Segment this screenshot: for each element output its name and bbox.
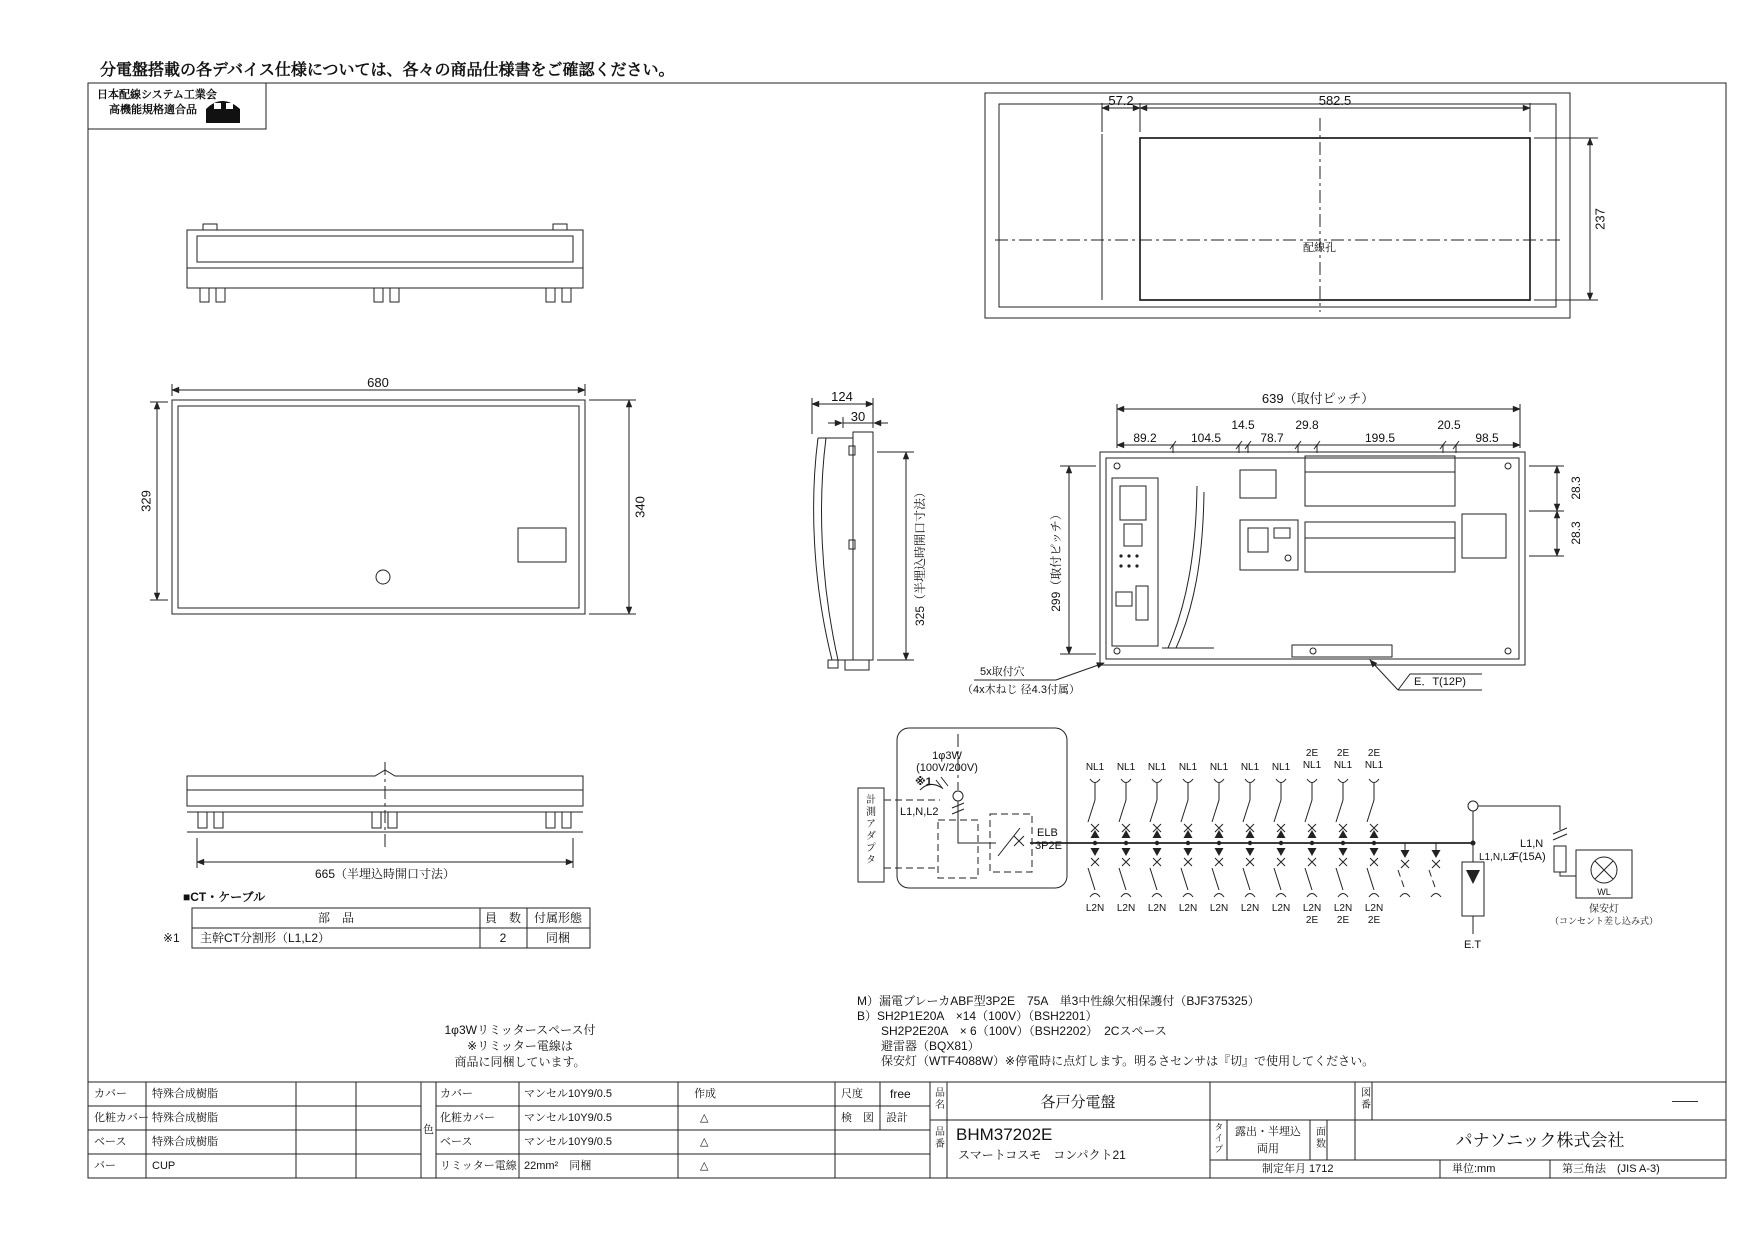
- limiter-note-2: ※リミッター電線は: [467, 1039, 573, 1053]
- mat-value-bar: CUP: [152, 1160, 176, 1172]
- ct-row-ref: ※1: [163, 931, 180, 945]
- scale-label: 尺度: [841, 1088, 863, 1100]
- branch-top-label: NL1: [1147, 762, 1167, 773]
- color-part-limiter-wire: リミッター電線: [440, 1160, 517, 1172]
- type-value-1: 露出・半埋込: [1235, 1126, 1301, 1138]
- color-part-cover: カバー: [440, 1088, 473, 1100]
- mount-hole-note2: （4x木ねじ 径4.3付属）: [962, 684, 1080, 696]
- branch-bottom-label: L2N: [1178, 903, 1198, 914]
- ct-col-part: 部 品: [317, 911, 355, 925]
- arrester-label: L1,N,L2: [1479, 852, 1515, 863]
- product-name: 各戸分電盤: [1040, 1094, 1116, 1111]
- established-date: 制定年月 1712: [1262, 1163, 1334, 1175]
- internal-dim-pitch-height: 299（取付ピッチ）: [1049, 508, 1064, 612]
- limiter-note-1: 1φ3Wリミッタースペース付: [444, 1023, 596, 1037]
- mat-part-cover: カバー: [94, 1088, 127, 1100]
- approval-mark: △: [700, 1136, 709, 1148]
- branch-bottom-label: L2N: [1271, 903, 1291, 914]
- approval-mark: △: [700, 1112, 709, 1124]
- branch-bottom-label: L2N: [1085, 903, 1105, 914]
- company-name: パナソニック株式会社: [1455, 1131, 1625, 1150]
- internal-dim-right-top: 28.3: [1569, 476, 1584, 500]
- faces-label: 面数: [1313, 1126, 1325, 1150]
- check-label: 検 図: [841, 1112, 874, 1124]
- color-header: 色: [423, 1124, 434, 1136]
- logo-line2: 高機能規格適合品: [109, 104, 197, 116]
- branch-top-label: NL1: [1116, 762, 1136, 773]
- mat-part-base: ベース: [94, 1136, 127, 1148]
- lamp-code: WL: [1597, 887, 1611, 897]
- product-number: BHM37202E: [956, 1125, 1053, 1144]
- terminal-et12p-label: E．T(12P): [1414, 676, 1466, 688]
- internal-subdim-14-5: 14.5: [1231, 418, 1255, 432]
- device-note-lamp: 保安灯（WTF4088W）※停電時に点灯します。明るさセンサは『切』で使用してください。: [857, 1054, 1375, 1068]
- earth-label: E.T: [1464, 939, 1482, 951]
- rear-dim-height: 237: [1592, 208, 1608, 230]
- front-dim-right: 340: [632, 496, 648, 518]
- rear-dim-width: 582.5: [1318, 93, 1352, 108]
- mat-value-base: 特殊合成樹脂: [152, 1136, 218, 1148]
- branch-top-2e: 2E: [1305, 748, 1319, 759]
- branch-bottom-2e: 2E: [1336, 915, 1350, 926]
- internal-subdim-89-2: 89.2: [1133, 431, 1157, 445]
- rear-dim-left: 57.2: [1108, 93, 1134, 108]
- branch-top-label: NL1: [1333, 760, 1353, 771]
- incoming-label: L1,N,L2: [900, 806, 939, 818]
- lamp-note: （コンセント差し込み式）: [1549, 916, 1659, 926]
- product-series: スマートコスモ コンパクト21: [958, 1148, 1126, 1162]
- type-value-2: 両用: [1257, 1143, 1279, 1155]
- ct-row-qty: 2: [499, 931, 507, 945]
- color-part-deco-cover: 化粧カバー: [440, 1112, 495, 1124]
- side-dim-opening: 325（半埋込時開口寸法）: [913, 485, 928, 627]
- color-value-deco-cover: マンセル10Y9/0.5: [524, 1112, 613, 1124]
- fuse-label-1: L1,N: [1520, 838, 1544, 850]
- internal-subdim-78-7: 78.7: [1260, 431, 1284, 445]
- branch-bottom-2e: 2E: [1367, 915, 1381, 926]
- branch-top-label: NL1: [1364, 760, 1384, 771]
- branch-top-label: NL1: [1271, 762, 1291, 773]
- side-dim-depth: 124: [831, 389, 853, 404]
- top-note: 分電盤搭載の各デバイス仕様については、各々の商品仕様書をご確認ください。: [100, 62, 675, 79]
- ct-row-part: 主幹CT分割形（L1,L2）: [200, 931, 331, 945]
- source-label-2: (100V/200V): [916, 762, 978, 774]
- device-note-b1: B）SH2P1E20A ×14（100V）（BSH2201）: [857, 1009, 1098, 1023]
- mat-value-cover: 特殊合成樹脂: [152, 1088, 218, 1100]
- scale-value: free: [890, 1087, 911, 1101]
- internal-subdim-29-8: 29.8: [1295, 418, 1319, 432]
- mat-value-deco-cover: 特殊合成樹脂: [152, 1112, 218, 1124]
- approval-mark: △: [700, 1160, 709, 1172]
- internal-dim-pitch-width: 639（取付ピッチ）: [1261, 391, 1375, 406]
- side-dim-door: 30: [850, 409, 866, 424]
- type-label: タイプ: [1213, 1122, 1224, 1155]
- branch-top-2e: 2E: [1336, 748, 1350, 759]
- elb-label-2: 3P2E: [1035, 840, 1062, 852]
- fuse-label-2: F(15A): [1512, 851, 1546, 863]
- color-part-base: ベース: [440, 1136, 473, 1148]
- internal-subdim-98-5: 98.5: [1475, 431, 1499, 445]
- name-label: 品名: [932, 1087, 944, 1111]
- design-label: 設計: [886, 1112, 908, 1124]
- branch-top-label: NL1: [1240, 762, 1260, 773]
- rear-hole-label: 配線孔: [1303, 242, 1336, 254]
- elb-label-1: ELB: [1037, 827, 1058, 839]
- internal-dim-right-bottom: 28.3: [1569, 521, 1584, 545]
- ct-row-form: 同梱: [545, 931, 571, 945]
- projection-method: 第三角法 (JIS A-3): [1562, 1163, 1660, 1175]
- drawing-number-value: ——: [1672, 1093, 1698, 1108]
- ct-col-qty: 員 数: [484, 911, 522, 925]
- device-note-b2: SH2P2E20A × 6（100V）（BSH2202） 2Cスペース: [857, 1024, 1167, 1038]
- internal-subdim-104-5: 104.5: [1190, 431, 1222, 445]
- front-dim-left: 329: [138, 490, 154, 512]
- branch-bottom-2e: 2E: [1305, 915, 1319, 926]
- lamp-name: 保安灯: [1589, 904, 1619, 915]
- color-value-limiter-wire: 22mm² 同梱: [524, 1160, 592, 1172]
- branch-top-label: NL1: [1178, 762, 1198, 773]
- color-value-base: マンセル10Y9/0.5: [524, 1136, 613, 1148]
- mat-part-bar: バー: [94, 1160, 116, 1172]
- device-note-m: M）漏電ブレーカABF型3P2E 75A 単3中性線欠相保護付（BJF375325）: [857, 994, 1260, 1008]
- branch-bottom-label: L2N: [1302, 903, 1322, 914]
- branch-top-label: NL1: [1302, 760, 1322, 771]
- internal-subdim-20-5: 20.5: [1437, 418, 1461, 432]
- source-label-1: 1φ3W: [932, 750, 962, 762]
- unit-label: 単位:mm: [1452, 1163, 1496, 1175]
- branch-top-label: NL1: [1209, 762, 1229, 773]
- measure-adapter-label: 計測アダプタ: [863, 794, 875, 866]
- branch-bottom-label: L2N: [1147, 903, 1167, 914]
- approval-header: 作成: [694, 1088, 716, 1100]
- color-value-cover: マンセル10Y9/0.5: [524, 1088, 613, 1100]
- branch-bottom-label: L2N: [1333, 903, 1353, 914]
- ct-col-form: 付属形態: [533, 911, 583, 925]
- certification-logo-icon: [200, 87, 248, 127]
- branch-top-2e: 2E: [1367, 748, 1381, 759]
- number-label: 品番: [932, 1126, 944, 1150]
- front-dim-width: 680: [367, 375, 389, 390]
- ct-table-title: ■CT・ケーブル: [183, 890, 266, 904]
- branch-bottom-label: L2N: [1116, 903, 1136, 914]
- internal-subdim-199-5: 199.5: [1364, 431, 1396, 445]
- branch-bottom-label: L2N: [1364, 903, 1384, 914]
- ref1-mark: ※1: [915, 776, 932, 788]
- branch-bottom-label: L2N: [1209, 903, 1229, 914]
- limiter-note-3: 商品に同梱しています。: [454, 1055, 586, 1069]
- device-note-arrester: 避雷器（BQX81）: [857, 1039, 980, 1053]
- logo-line1: 日本配線システム工業会: [97, 89, 217, 101]
- drawing-number-label: 図番: [1358, 1087, 1370, 1111]
- branch-top-label: NL1: [1085, 762, 1105, 773]
- branch-bottom-label: L2N: [1240, 903, 1260, 914]
- bottom-dim-opening: 665（半埋込時開口寸法）: [314, 867, 456, 881]
- mat-part-deco-cover: 化粧カバー: [94, 1112, 149, 1124]
- mount-hole-note1: 5x取付穴: [980, 666, 1025, 678]
